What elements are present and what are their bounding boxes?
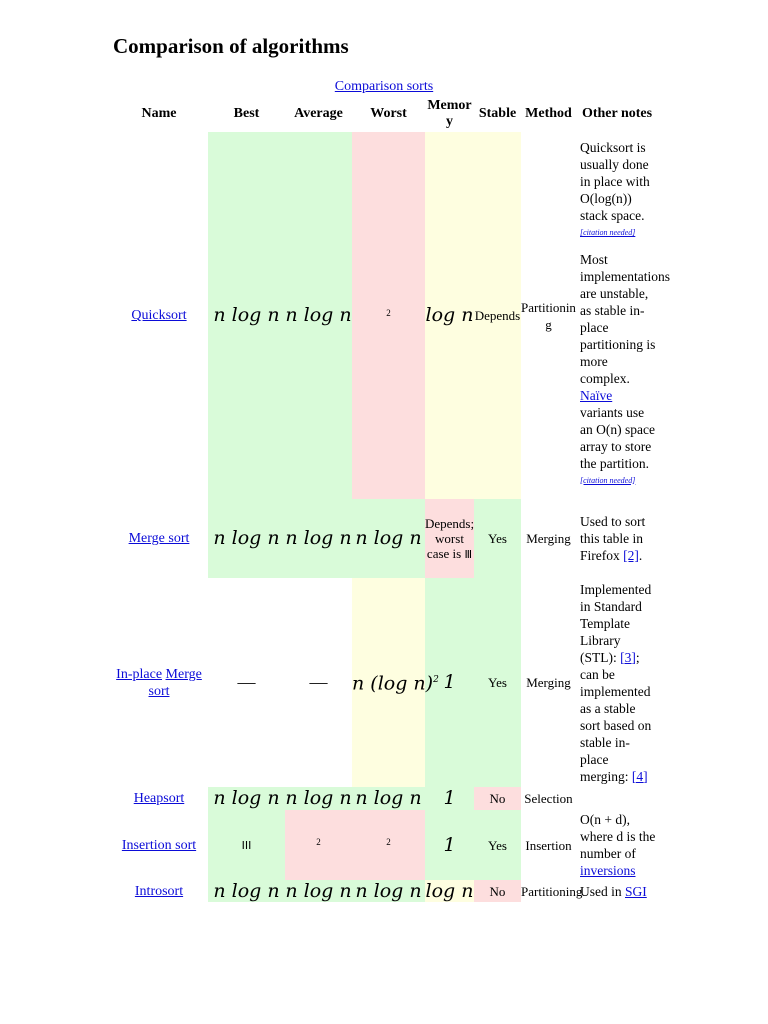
notes-text: Quicksort is usually done in place with O(log(n)) stack space. [580,140,650,223]
memory-text: Depends; worst case is [425,515,475,561]
worst-cell: n log n [352,880,425,902]
page-title: Comparison of algorithms [113,34,349,58]
worst-exponent: 2 [433,675,439,686]
stable-cell: Yes [474,578,521,787]
merge-sort-link[interactable]: Merge sort [128,531,190,546]
notes-cell [576,578,658,787]
inversions-link[interactable]: inversions [580,863,636,878]
row-name [110,578,208,787]
notes-cell [576,132,670,499]
memory-cell: 1 [425,578,474,787]
memory-cell: 1 [425,810,474,880]
naive-link[interactable]: Naïve [580,387,613,403]
notes-text: Used to sort this table in Firefox [580,514,646,563]
memory-cell: 1 [425,787,474,810]
stable-cell: No [474,787,521,810]
table-row [110,880,658,902]
best-cell: n log n [208,132,285,499]
average-cell [285,810,352,880]
reference-link[interactable]: [2] [623,548,639,563]
formula-icon: Ⅲ [464,547,473,561]
table-row [110,578,658,787]
best-cell: — [237,672,256,692]
row-name [110,880,208,902]
method-cell: Merging [526,531,571,546]
insertion-sort-link[interactable]: Insertion sort [121,837,197,853]
header-best[interactable]: Best [233,106,260,121]
stable-cell: Depends [474,132,521,499]
stable-cell: Yes [474,810,521,880]
best-cell: n log n [208,499,285,578]
reference-link[interactable]: [3] [620,649,636,665]
average-cell: — [309,672,328,692]
header-worst[interactable]: Worst [370,106,407,121]
notes-text: Most implementations are unstable, as stable in-place partitioning is more complex. [580,251,670,386]
method-cell: Merging [526,675,571,690]
notes-cell [576,810,658,880]
notes-text: variants use an O(n) space array to store the partition. [580,404,655,471]
header-method[interactable]: Method [525,106,572,121]
memory-cell: log n [425,879,474,902]
table-caption [0,79,768,95]
header-memory[interactable]: Memory [427,98,472,129]
worst-value: n (log n) [352,672,434,695]
worst-value: 2 [386,307,391,318]
method-cell [521,880,583,902]
average-value: 2 [316,837,321,848]
table-row [110,499,658,578]
citation-needed-link[interactable]: [citation needed] [580,475,636,485]
method-text: Partitioning [521,883,583,899]
quicksort-link[interactable]: Quicksort [131,308,187,323]
stable-cell: No [474,880,521,902]
table-row [110,787,658,810]
table-row [110,810,658,880]
row-name [110,499,208,578]
average-cell: n log n [285,787,352,809]
notes-cell [576,880,658,902]
citation-needed-link[interactable]: [citation needed] [580,228,636,237]
introsort-link[interactable]: Introsort [134,883,184,899]
notes-text: Used in [580,883,622,899]
comparison-sorts-link[interactable]: Comparison sorts [334,79,434,94]
notes-text: Implemented in Standard Template Library (STL): [580,581,652,665]
notes-text: O(n + d), where d is the number of [580,812,656,861]
worst-cell [352,810,425,880]
worst-cell [352,132,425,499]
memory-cell: log n [425,132,474,499]
method-cell: Partitioning [521,299,576,332]
notes-text: . [638,548,643,563]
row-name [110,787,208,810]
reference-link[interactable]: [4] [631,768,648,784]
average-cell: n log n [285,879,352,902]
table-row [110,132,658,499]
method-cell: Selection [524,791,573,806]
worst-cell [352,578,439,787]
stable-cell: Yes [474,499,521,578]
heapsort-link[interactable]: Heapsort [133,791,185,806]
best-cell: n log n [208,787,285,810]
merge-sort-link[interactable]: Merge sort [148,666,202,699]
average-cell: n log n [285,132,352,499]
header-name[interactable]: Name [141,106,177,121]
row-name [110,132,208,499]
in-place-link[interactable]: In-place [116,666,163,682]
worst-value: 2 [386,837,391,848]
method-cell: Insertion [525,837,572,853]
header-stable[interactable]: Stable [478,106,517,121]
worst-cell: n log n [352,499,425,578]
memory-cell [425,499,474,578]
comparison-table [110,96,670,902]
row-name [110,810,208,880]
notes-text: ; can be implemented as a stable sort based on stable in-place merging: [580,649,652,784]
worst-cell: n log n [352,787,425,810]
header-notes[interactable]: Other notes [581,106,653,121]
notes-cell [576,787,658,810]
best-cell: III [208,810,285,880]
notes-cell [576,499,658,578]
header-average[interactable]: Average [294,106,343,121]
average-cell: n log n [285,499,352,578]
best-cell: n log n [208,880,285,902]
sgi-link[interactable]: SGI [625,883,647,899]
